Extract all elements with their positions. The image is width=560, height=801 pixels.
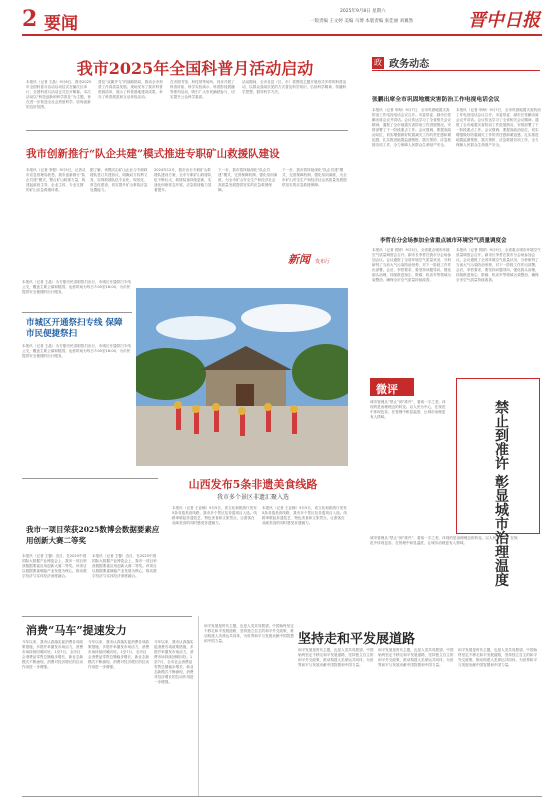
a1-col4: 活动期间，全市各县（区、市）将围绕主题开展形式多样的科普活动，以群众喜闻乐见的方式普及科学知识，弘扬科学精神，传播科学思想，倡导科学方法。 <box>242 80 347 94</box>
a3-body-right: 本报讯（记者 申海）9月7日，全市巩固地震灾害防治工作电视电话会议召开。市委常委、副市长张鹏出席会议并讲话。会议传达学习了全省相关会议精神，通报了全市地震灾害防治工作进展情况，安排部署了下一阶段重点工作。会议强调，要提高政治站位，切实增强做好防震减灾工作的责任感和紧迫感，扎实推进地震监测预报、震灾预防、应急救援各项工作，全力保障人民群众生命财产安全。 <box>456 108 541 147</box>
a3-body-left: 本报讯（记者 申海）9月7日，全市巩固地震灾害防治工作电视电话会议召开。市委常委、副市长张鹏出席会议并讲话。会议传达学习了全省相关会议精神，通报了全市地震灾害防治工作进展情况，安排部署了下一阶段重点工作。会议强调，要提高政治站位，切实增强做好防震减灾工作的责任感和紧迫感，扎实推进地震监测预报、震灾预防、应急救援各项工作，全力保障人民群众生命财产安全。 <box>372 108 452 147</box>
headline-science-month: 我市2025年全国科普月活动启动 <box>76 59 314 78</box>
divider <box>372 70 540 71</box>
a1-col2: 普及“双翼齐飞”的战略格局，推动全市科普工作高质量发展。现场发布了我市科普资源清单，展示了科普基地建设成果，举办了科普展览和互动体验活动。 <box>98 80 163 99</box>
column-divider <box>198 616 199 796</box>
editors-line: 一版责编 王文婷 美编 马博 本版责编 张佳丽 刘翼然 <box>310 19 414 24</box>
courtyard-scene <box>136 288 348 466</box>
a7-body-right: 本报讯（记者 王馨）近日，在2025中国国际大数据产业博览会上，我市一项目荣获数据要素应用创新大赛二等奖。该项目以数据要素赋能产业发展为核心，推动数字经济与实体经济深度融合。 <box>92 554 157 578</box>
a9-col3: 和平发展是时代主题，也是人类共同愿望。中国始终坚定不移走和平发展道路，坚持独立自主的和平外交政策，推动构建人类命运共同体，为世界和平与发展贡献中国智慧和中国力量。 <box>378 648 454 667</box>
headline-memorial-bus: 市城区开通祭扫专线 保障市民便捷祭扫 <box>26 318 123 339</box>
gov-news-header <box>372 52 462 70</box>
a8-col3: 今年以来，我市认真落实促消费各项政策措施，多措并举激发市场活力，消费市场持续回暖向好。1至7月，全市社会消费品零售总额稳步增长，新业态新模式不断涌现，消费对经济增长的拉动作用进一步增强。 <box>154 640 194 684</box>
a2-col3: 2024年12月，我市出台专职矿山救援队建设方案，全市专职矿山救援队伍不断壮大，救援装备持续更新，实战化训练常态开展，应急救援能力显著提升。 <box>154 168 212 192</box>
headline-peace: 坚持走和平发展道路 <box>298 632 416 647</box>
weiping-banner <box>370 378 414 396</box>
section-title: 要闻 <box>44 14 78 34</box>
a9-col2: 和平发展是时代主题，也是人类共同愿望。中国始终坚定不移走和平发展道路，坚持独立自主的和平外交政策，推动构建人类命运共同体，为世界和平与发展贡献中国智慧和中国力量。 <box>298 648 374 667</box>
weiping-body-1: 城市管理从“禁止”到“准许”，看似一字之差，体现的是治理理念的转变。以人民为中心，在规范中体现包容，在管理中彰显温度，让城市治理更有人情味。 <box>370 400 446 419</box>
a6-body-left: 本报讯（记者 王亚楠）9月5日，省文化和旅游厅发布5条非遗美食线路，我市多个景区及非遗项目入选。线路串联起非遗技艺、特色美食和文旅景点，让游客在品味美食的同时感受非遗魅力。 <box>172 506 257 525</box>
issue-date: 2025年9月8日 星期六 <box>340 9 386 14</box>
divider <box>26 130 348 131</box>
a2-col1: 本报讯（记者 李强）9月5日，记者从市应急管理局获悉，我市创新推行“队企共建”模式，整合矿山救援力量，构建起政府主导、企业主体、专业支撑的矿山应急救援体系。 <box>26 168 86 192</box>
a4-body-right: 本报讯（记者 郭婷）9月5日，全省重点城市环境空气质量调度会召开。副市长李哲在我市分会场参加会议。会议通报了全省环境空气质量状况，分析研判了当前大气污染防治形势，对下一阶段工作作出部署。会后，李哲要求，要坚持问题导向，强化源头治理，持续推进扬尘、散煤、机动车等领域污染整治，确保全市空气质量持续改善。 <box>456 248 541 282</box>
a8-col1: 今年以来，我市认真落实促消费各项政策措施，多措并举激发市场活力，消费市场持续回暖向好。1至7月，全市社会消费品零售总额稳步增长，新业态新模式不断涌现，消费对经济增长的拉动作用进一步增强。 <box>22 640 84 669</box>
xinwen-logo-text: 新闻 <box>288 253 310 266</box>
divider <box>22 478 158 479</box>
a9-col4: 和平发展是时代主题，也是人类共同愿望。中国始终坚定不移走和平发展道路，坚持独立自主的和平外交政策，推动构建人类命运共同体，为世界和平与发展贡献中国智慧和中国力量。 <box>458 648 538 667</box>
a8-col2: 今年以来，我市认真落实促消费各项政策措施，多措并举激发市场活力，消费市场持续回暖向好。1至7月，全市社会消费品零售总额稳步增长，新业态新模式不断涌现，消费对经济增长的拉动作用进一步增强。 <box>88 640 150 669</box>
a9-col1: 和平发展是时代主题，也是人类共同愿望。中国始终坚定不移走和平发展道路，坚持独立自主的和平外交政策，推动构建人类命运共同体，为世界和平与发展贡献中国智慧和中国力量。 <box>204 624 294 643</box>
headline-earthquake-meeting: 张鹏出席全市巩固地震灾害防治工作电视电话会议 <box>372 97 500 103</box>
paper-logo: 晋中日报 <box>468 10 540 31</box>
headline-commentary: 禁止到准许 彰显城市治理温度 <box>493 400 509 587</box>
left-brief-top: 本报讯（记者 王晶）为方便市民清明祭扫出行，市城区开通祭扫专线公交，覆盖主要公墓和陵园，运营时间为每日7:00至18:00，为市民提供安全便捷的出行服务。 <box>22 280 131 294</box>
divider <box>22 616 192 617</box>
page-number: 2 <box>22 6 38 32</box>
xinwen-logo-sub: 发布厅 <box>315 259 331 265</box>
gov-logo-icon: 政 <box>374 57 382 67</box>
footer-rule <box>22 796 542 797</box>
headline-intangible-food: 山西发布5条非遗美食线路 <box>188 478 318 491</box>
a2-col2: 据了解，该模式由矿山企业与专职救援队签订共建协议，明确双方权利义务，实现救援队伍专业化、规范化、常态化建设，切实提升矿山事故应急处置能力。 <box>90 168 148 192</box>
xinwen-logo <box>288 248 348 270</box>
weiping-body-2: 城市管理从“禁止”到“准许”，看似一字之差，体现的是治理理念的转变。以人民为中心，在规范中体现包容，在管理中彰显温度，让城市治理更有人情味。 <box>370 536 518 545</box>
divider <box>22 312 132 313</box>
masthead-rule <box>22 34 542 36</box>
subtitle-intangible-food: 我市多个景区非遗汇聚入选 <box>216 494 289 501</box>
gov-news-label: 政务动态 <box>389 59 430 70</box>
a6-body-right: 本报讯（记者 王亚楠）9月5日，省文化和旅游厅发布5条非遗美食线路，我市多个景区及非遗项目入选。线路串联起非遗技艺、特色美食和文旅景点，让游客在品味美食的同时感受非遗魅力。 <box>262 506 347 525</box>
headline-air-quality: 李哲在分会场参加全省重点城市环境空气质量调度会 <box>380 238 507 244</box>
weiping-label: 微评 <box>376 383 398 396</box>
a7-body-left: 本报讯（记者 王馨）近日，在2025中国国际大数据产业博览会上，我市一项目荣获数据要素应用创新大赛二等奖。该项目以数据要素赋能产业发展为核心，推动数字经济与实体经济深度融合。 <box>22 554 87 578</box>
headline-mine-rescue: 我市创新推行“队企共建”模式推进专职矿山救援队建设 <box>26 148 280 160</box>
a2-col4: 下一步，我市将持续深化“队企共建”模式，完善保障机制，强化培训演练，为全市矿山安全生产和经济社会高质量发展提供坚实的应急救援保障。 <box>218 168 278 192</box>
a5-body: 本报讯（记者 王晶）为方便市民清明祭扫出行，市城区开通祭扫专线公交，覆盖主要公墓和陵园，运营时间为每日7:00至18:00，为市民提供安全便捷的出行服务。 <box>22 344 131 358</box>
a2-col5: 下一步，我市将持续深化“队企共建”模式，完善保障机制，强化培训演练，为全市矿山安全生产和经济社会高质量发展提供坚实的应急救援保障。 <box>282 168 347 187</box>
masthead <box>0 0 560 34</box>
headline-data-expo: 我市一项目荣获2025数博会数据要素应用创新大赛二等奖 <box>26 525 160 545</box>
a4-body-left: 本报讯（记者 郭婷）9月5日，全省重点城市环境空气质量调度会召开。副市长李哲在我市分会场参加会议。会议通报了全省环境空气质量状况，分析研判了当前大气污染防治形势，对下一阶段工作作出部署。会后，李哲要求，要坚持问题导向，强化源头治理，持续推进扬尘、散煤、机动车等领域污染整治，确保全市空气质量持续改善。 <box>372 248 452 282</box>
a1-col1: 本报讯（记者 王晶）9月6日，我市2025年全国科普月活动启动仪式在榆次区举行，全国科普月活动正式拉开帷幕。本次活动以“科技创新和科学普及”为主题，旨在进一步营造全社会热爱科学、崇尚创新的良好氛围。 <box>26 80 92 109</box>
a1-col3: 在市图书馆、科技馆等场所，同步开展了科普讲座、科学实验演示、科普影视展播等系列活动，吸引广大市民踊跃参与，切实提升公众科学素质。 <box>170 80 235 99</box>
headline-consumption: 消费“马车”提速发力 <box>26 624 127 637</box>
news-photo-courtyard <box>136 288 348 466</box>
